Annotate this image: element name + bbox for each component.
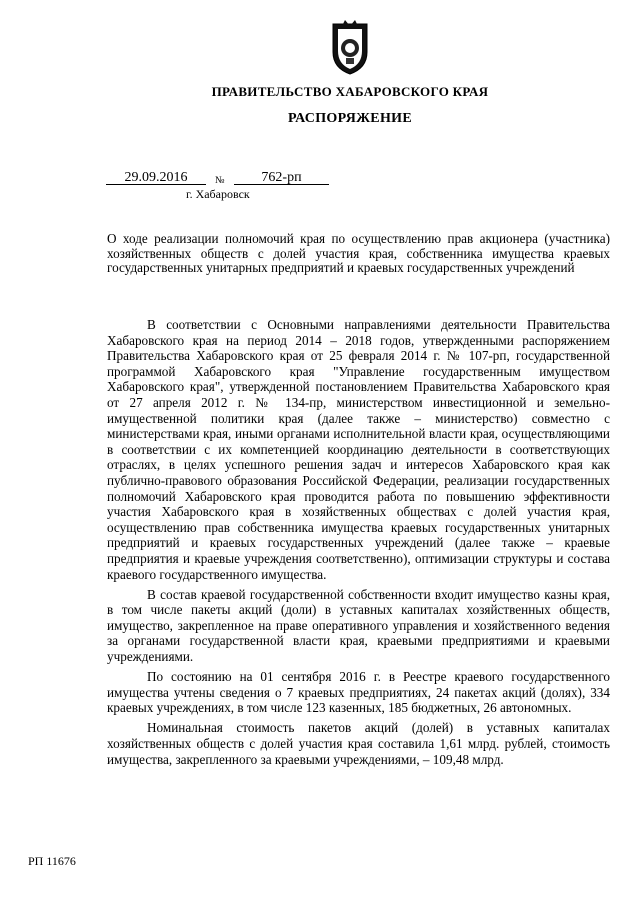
body-paragraph: По состоянию на 01 сентября 2016 г. в Реестре краевого государственного имущества учтены сведения о 7 краевых предприятиях, 24 пакетах акций (долях), 334 краевых учреждениях, в том числе 123 казенных, 185 бюджетных, 26 автономных. — [107, 669, 610, 716]
body-paragraph: В соответствии с Основными направлениями деятельности Правительства Хабаровского края на период 2014 – 2018 годов, утвержденными распоряжением Правительства Хабаровского края от 25 февраля 2014 г. № 107-рп, государственной программой Хабаровского края "Управление государственным имуществом Хабаровского края", утвержденной постановлением Правительства Хабаровского края от 27 апреля 2012 г. № 134-пр, министерством инвестиционной и земельно-имущественной политики края (далее также – министерство) совместно с министерствами края, иными органами исполнительной власти края, осуществляющими в соответствии с их компетенцией координацию деятельности в соответствующих отраслях, в целях успешного решения задач и интересов Хабаровского края как публично-правового образования Российской Федерации, реализации государственных полномочий Хабаровского края проводится работа по повышению эффективности участия Хабаровского края в хозяйственных обществах с долей участия края, осуществлению прав собственника имущества краевых государственных унитарных предприятий и краевых государственных учреждений (далее также – краевые предприятия и краевые учреждения соответственно), оптимизации структуры и состава краевого государственного имущества. — [107, 317, 610, 582]
document-code: РП 11676 — [28, 854, 76, 868]
document-body — [107, 317, 610, 772]
coat-of-arms-emblem — [327, 18, 373, 76]
document-number: 762-рп — [234, 171, 329, 185]
body-paragraph: В состав краевой государственной собственности входит имущество казны края, в том числе пакеты акций (доли) в уставных капиталах хозяйственных обществ, имущество, закрепленное на праве оперативного управления и хозяйственного ведения за органами государственной власти края, краевыми предприятиями и краевыми учреждениями. — [107, 586, 610, 664]
number-sign: № — [215, 175, 225, 186]
issuing-authority: ПРАВИТЕЛЬСТВО ХАБАРОВСКОГО КРАЯ — [211, 84, 489, 99]
document-subject: О ходе реализации полномочий края по осуществлению прав акционера (участника) хозяйственных обществ с долей участия края, собственника имущества краевых государственных унитарных предприятий и краевых государственных учреждений — [107, 231, 610, 276]
document-type: РАСПОРЯЖЕНИЕ — [288, 111, 412, 126]
issue-city: г. Хабаровск — [186, 187, 250, 201]
body-paragraph: Номинальная стоимость пакетов акций (долей) в уставных капиталах хозяйственных обществ с долей участия края составила 1,61 млрд. рублей, стоимость имущества, закрепленного за краевыми учреждениями, – 109,48 млрд. — [107, 720, 610, 767]
document-date: 29.09.2016 — [106, 171, 206, 185]
